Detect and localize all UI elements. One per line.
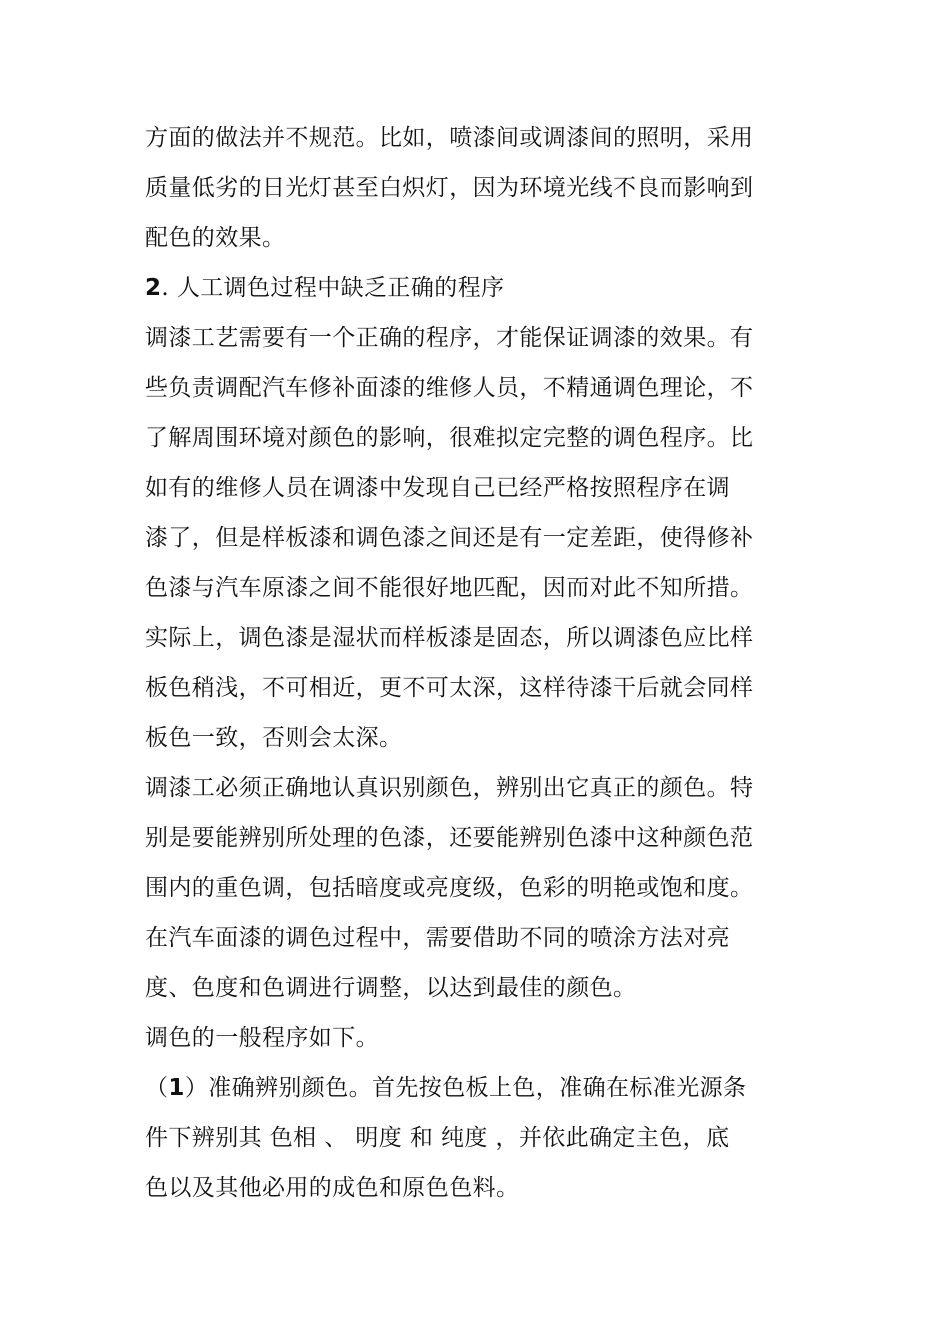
text-line: 围内的重色调，包括暗度或亮度级，色彩的明艳或饱和度。 [145, 875, 754, 901]
text-line: 色以及其他必用的成色和原色色料。 [145, 1175, 520, 1201]
section-heading-2 [145, 263, 813, 313]
text-line: 调色的一般程序如下。 [145, 1025, 379, 1051]
heading-number: 2 [145, 275, 162, 301]
step-number: 1 [168, 1075, 185, 1101]
text-line: 调漆工艺需要有一个正确的程序，才能保证调漆的效果。有 [145, 325, 754, 351]
paragraph-color-recognition [145, 763, 813, 1013]
text-line: 度、色度和色调进行调整，以达到最佳的颜色。 [145, 975, 637, 1001]
text-line: 调漆工必须正确地认真识别颜色，辨别出它真正的颜色。特 [145, 775, 754, 801]
document-page [145, 113, 813, 1213]
text-line: 在汽车面漆的调色过程中，需要借助不同的喷涂方法对亮 [145, 925, 730, 951]
step-text: ）准确辨别颜色。首先按色板上色，准确在标准光源条 [184, 1075, 747, 1101]
text-line: 实际上，调色漆是湿状而样板漆是固态，所以调漆色应比样 [145, 625, 754, 651]
heading-text: . 人工调色过程中缺乏正确的程序 [161, 275, 505, 301]
text-line: 配色的效果。 [145, 225, 286, 251]
text-line: 板色一致，否则会太深。 [145, 725, 403, 751]
paragraph-lighting [145, 113, 813, 263]
text-line: 色漆与汽车原漆之间不能很好地匹配，因而对此不知所措。 [145, 575, 754, 601]
paragraph-intro-steps [145, 1013, 813, 1063]
text-line: 件下辨别其 色相 、 明度 和 纯度 ，并依此确定主色，底 [145, 1125, 730, 1151]
text-line: 漆了，但是样板漆和调色漆之间还是有一定差距，使得修补 [145, 525, 754, 551]
paragraph-procedure [145, 313, 813, 763]
text-line: 些负责调配汽车修补面漆的维修人员，不精通调色理论，不 [145, 375, 754, 401]
step-open-paren: （ [145, 1075, 169, 1101]
text-line: 如有的维修人员在调漆中发现自己已经严格按照程序在调 [145, 475, 730, 501]
text-line: 板色稍浅，不可相近，更不可太深，这样待漆干后就会同样 [145, 675, 754, 701]
text-line: 方面的做法并不规范。比如，喷漆间或调漆间的照明，采用 [145, 125, 754, 151]
text-line: 别是要能辨别所处理的色漆，还要能辨别色漆中这种颜色范 [145, 825, 754, 851]
text-line: 质量低劣的日光灯甚至白炽灯，因为环境光线不良而影响到 [145, 175, 754, 201]
text-line: 了解周围环境对颜色的影响，很难拟定完整的调色程序。比 [145, 425, 754, 451]
paragraph-step-1 [145, 1063, 813, 1213]
